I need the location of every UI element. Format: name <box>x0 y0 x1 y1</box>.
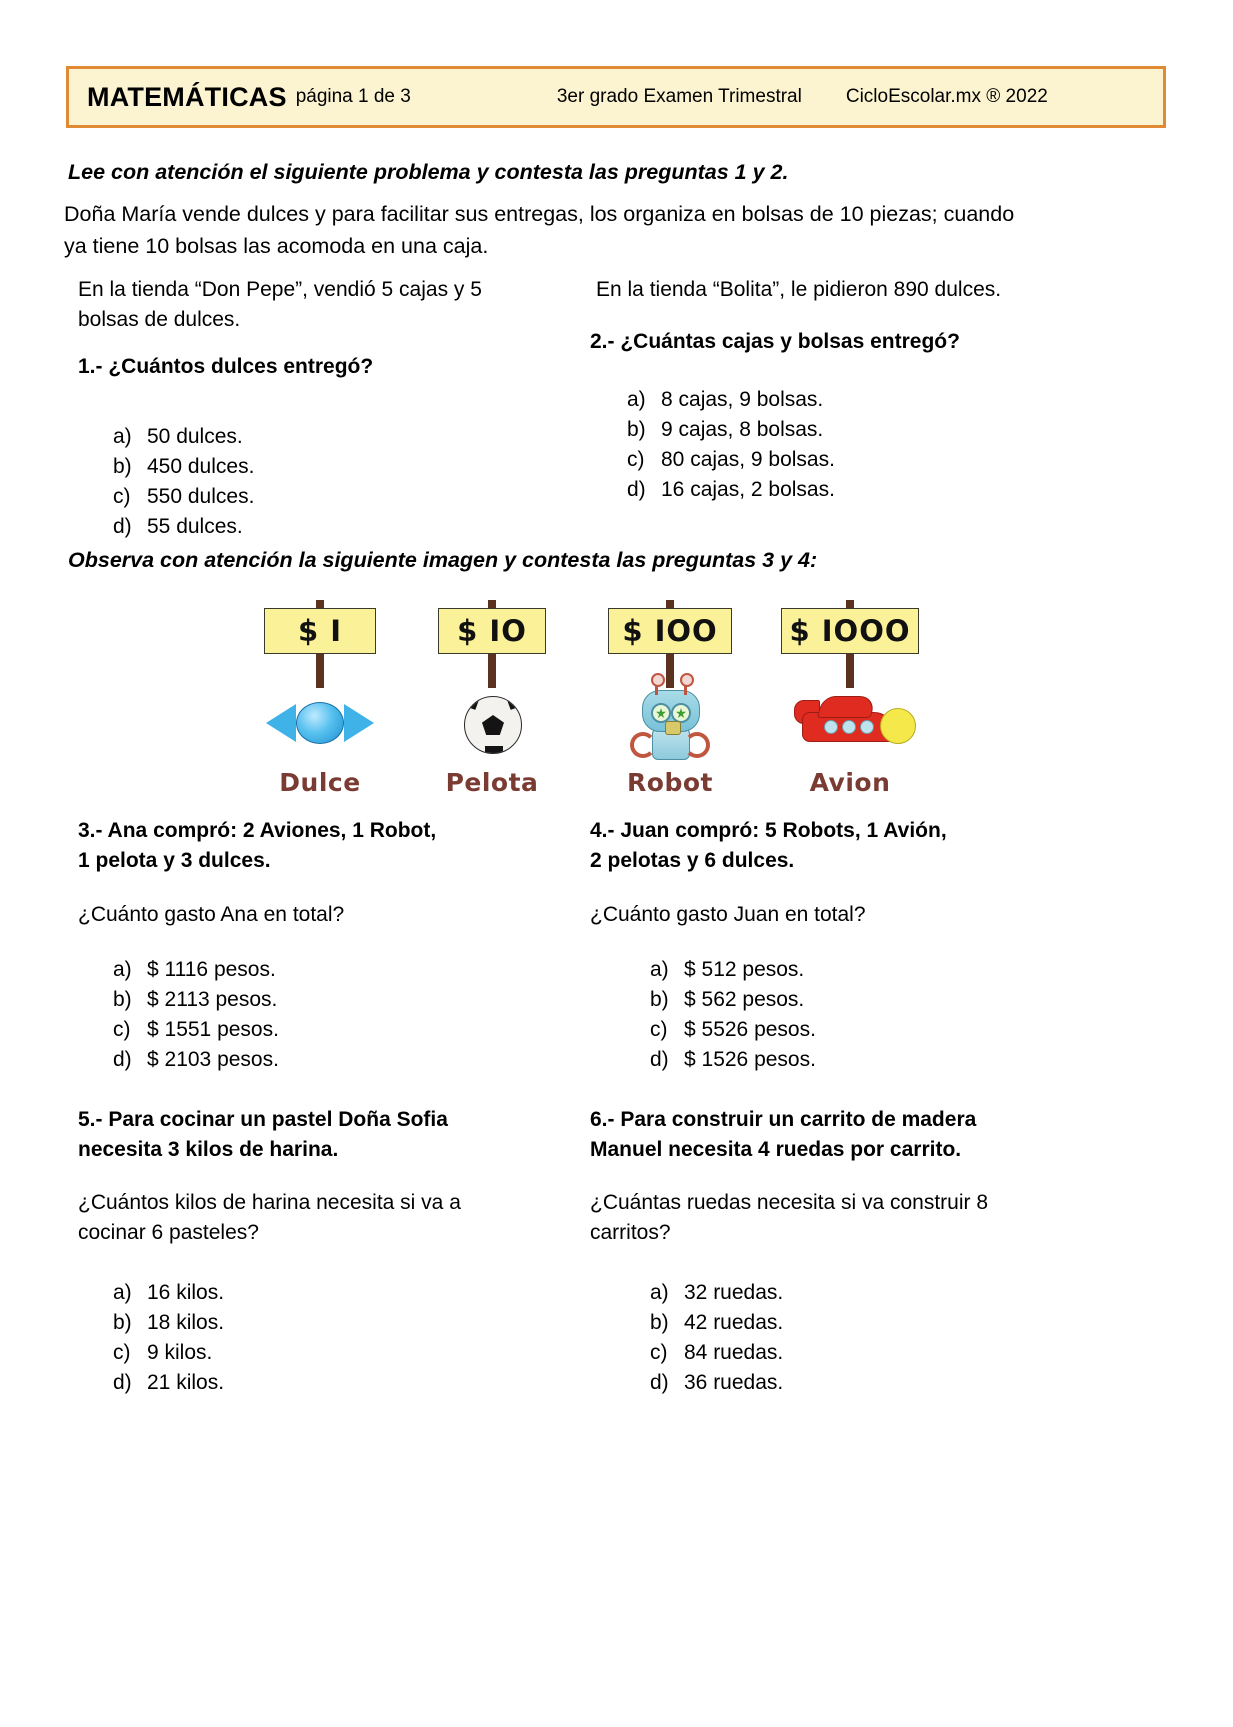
question-1-stem-line-2: bolsas de dulces. <box>78 308 241 331</box>
option-letter: a) <box>113 1281 132 1304</box>
question-4-options <box>650 955 816 1075</box>
option-letter: b) <box>650 988 669 1011</box>
question-1-stem-line-1: En la tienda “Don Pepe”, vendió 5 cajas y 5 <box>78 278 482 301</box>
option-letter: c) <box>113 485 131 508</box>
question-6-title-line-2: Manuel necesita 4 ruedas por carrito. <box>590 1138 962 1161</box>
price-tag-text: $ I <box>297 613 343 648</box>
question-5-option-d[interactable] <box>113 1368 224 1398</box>
question-5-stem-line-1: ¿Cuántos kilos de harina necesita si va a <box>78 1191 461 1214</box>
question-6-stem-line-1: ¿Cuántas ruedas necesita si va construir 8 <box>590 1191 989 1214</box>
price-tag <box>608 608 732 654</box>
question-2-option-c[interactable] <box>627 445 835 475</box>
subject-title: MATEMÁTICAS <box>87 81 287 112</box>
question-5-option-c[interactable] <box>113 1338 224 1368</box>
option-text: 18 kilos. <box>147 1311 225 1334</box>
instruction-second: Observa con atención la siguiente imagen y contesta las preguntas 3 y 4: <box>68 548 818 572</box>
question-5-option-a[interactable] <box>113 1278 224 1308</box>
option-letter: a) <box>650 958 669 981</box>
price-list-figure <box>240 600 940 795</box>
question-6-option-d[interactable] <box>650 1368 783 1398</box>
option-text: $ 1526 pesos. <box>684 1048 816 1071</box>
option-text: 9 cajas, 8 bolsas. <box>661 418 824 441</box>
option-text: 84 ruedas. <box>684 1341 784 1364</box>
option-letter: c) <box>113 1018 131 1041</box>
option-text: 16 cajas, 2 bolsas. <box>661 478 835 501</box>
option-letter: a) <box>113 958 132 981</box>
question-4-option-c[interactable] <box>650 1015 816 1045</box>
question-1-stem <box>78 275 578 335</box>
option-letter: c) <box>650 1018 668 1041</box>
option-text: 55 dulces. <box>147 515 243 538</box>
question-5-stem-line-2: cocinar 6 pasteles? <box>78 1221 259 1244</box>
instruction-first: Lee con atención el siguiente problema y contesta las preguntas 1 y 2. <box>68 160 789 184</box>
option-letter: d) <box>627 478 646 501</box>
question-1-option-b[interactable] <box>113 452 254 482</box>
question-1-option-d[interactable] <box>113 512 254 542</box>
option-text: $ 5526 pesos. <box>684 1018 816 1041</box>
intro-paragraph-line-2: ya tiene 10 bolsas las acomoda en una caja. <box>64 234 489 258</box>
price-item-avion <box>770 600 930 795</box>
option-letter: b) <box>113 455 132 478</box>
price-tag-text: $ IOOO <box>789 613 911 648</box>
intro-paragraph-line-1: Doña María vende dulces y para facilitar sus entregas, los organiza en bolsas de 10 piezas; cuando <box>64 202 1015 226</box>
question-6-title <box>590 1105 1120 1165</box>
question-2-option-d[interactable] <box>627 475 835 505</box>
price-tag-text: $ IOO <box>622 613 718 648</box>
robot-icon <box>610 686 730 764</box>
question-3-stem: ¿Cuánto gasto Ana en total? <box>78 903 345 926</box>
question-3-option-a[interactable] <box>113 955 279 985</box>
question-2-title: 2.- ¿Cuántas cajas y bolsas entregó? <box>590 330 960 353</box>
option-text: 21 kilos. <box>147 1371 225 1394</box>
question-4-title <box>590 816 1110 876</box>
option-text: 16 kilos. <box>147 1281 225 1304</box>
price-item-label: Pelota <box>445 768 539 797</box>
question-2-option-a[interactable] <box>627 385 835 415</box>
option-text: 36 ruedas. <box>684 1371 784 1394</box>
option-text: 550 dulces. <box>147 485 255 508</box>
option-text: 450 dulces. <box>147 455 255 478</box>
question-3-option-c[interactable] <box>113 1015 279 1045</box>
option-letter: c) <box>650 1341 668 1364</box>
option-text: $ 1116 pesos. <box>147 958 276 981</box>
option-letter: b) <box>627 418 646 441</box>
price-item-robot <box>590 600 750 795</box>
question-5-option-b[interactable] <box>113 1308 224 1338</box>
question-4-title-line-1: 4.- Juan compró: 5 Robots, 1 Avión, <box>590 819 947 842</box>
option-letter: d) <box>113 1371 132 1394</box>
price-tag <box>264 608 376 654</box>
option-text: 80 cajas, 9 bolsas. <box>661 448 835 471</box>
price-item-label: Dulce <box>279 768 361 797</box>
option-text: $ 2113 pesos. <box>147 988 278 1011</box>
question-6-options <box>650 1278 783 1398</box>
question-5-title-line-1: 5.- Para cocinar un pastel Doña Sofia <box>78 1108 448 1131</box>
question-6-option-c[interactable] <box>650 1338 783 1368</box>
option-text: 8 cajas, 9 bolsas. <box>661 388 824 411</box>
page-header-banner <box>66 66 1166 128</box>
question-3-options <box>113 955 279 1075</box>
price-item-label: Robot <box>627 768 713 797</box>
option-letter: b) <box>650 1311 669 1334</box>
price-item-dulce <box>240 600 400 795</box>
question-4-option-b[interactable] <box>650 985 816 1015</box>
option-letter: d) <box>113 515 132 538</box>
grade-exam-label: 3er grado Examen Trimestral <box>556 86 802 107</box>
option-text: $ 2103 pesos. <box>147 1048 279 1071</box>
question-3-title <box>78 816 578 876</box>
price-tag <box>781 608 919 654</box>
option-letter: b) <box>113 1311 132 1334</box>
option-letter: a) <box>627 388 646 411</box>
question-5-options <box>113 1278 224 1398</box>
page-indicator: página 1 de 3 <box>295 86 411 107</box>
question-2-option-b[interactable] <box>627 415 835 445</box>
option-letter: d) <box>113 1048 132 1071</box>
option-letter: a) <box>650 1281 669 1304</box>
price-tag <box>438 608 546 654</box>
soccer-ball-icon <box>432 686 552 764</box>
question-2-stem: En la tienda “Bolita”, le pidieron 890 dulces. <box>596 278 1002 301</box>
question-6-option-a[interactable] <box>650 1278 783 1308</box>
question-3-option-b[interactable] <box>113 985 279 1015</box>
question-6-option-b[interactable] <box>650 1308 783 1338</box>
question-1-options <box>113 422 254 542</box>
price-item-pelota <box>412 600 572 795</box>
question-6-stem-line-2: carritos? <box>590 1221 671 1244</box>
question-4-option-d[interactable] <box>650 1045 816 1075</box>
option-text: $ 1551 pesos. <box>147 1018 279 1041</box>
option-text: 32 ruedas. <box>684 1281 784 1304</box>
question-1-option-a[interactable] <box>113 422 254 452</box>
question-5-stem <box>78 1188 588 1248</box>
intro-paragraph <box>64 198 1174 262</box>
option-letter: c) <box>627 448 645 471</box>
question-6-title-line-1: 6.- Para construir un carrito de madera <box>590 1108 977 1131</box>
question-1-title: 1.- ¿Cuántos dulces entregó? <box>78 355 374 378</box>
question-5-title <box>78 1105 588 1165</box>
question-3-title-line-2: 1 pelota y 3 dulces. <box>78 849 271 872</box>
site-copyright: CicloEscolar.mx ® 2022 <box>845 86 1048 107</box>
option-letter: d) <box>650 1048 669 1071</box>
question-3-option-d[interactable] <box>113 1045 279 1075</box>
option-text: 9 kilos. <box>147 1341 213 1364</box>
option-text: $ 562 pesos. <box>684 988 805 1011</box>
question-6-stem <box>590 1188 1130 1248</box>
candy-icon <box>260 686 380 764</box>
option-letter: d) <box>650 1371 669 1394</box>
question-4-title-line-2: 2 pelotas y 6 dulces. <box>590 849 795 872</box>
price-tag-text: $ IO <box>457 613 527 648</box>
question-5-title-line-2: necesita 3 kilos de harina. <box>78 1138 339 1161</box>
price-item-label: Avion <box>809 768 891 797</box>
option-letter: c) <box>113 1341 131 1364</box>
option-text: 42 ruedas. <box>684 1311 784 1334</box>
option-letter: b) <box>113 988 132 1011</box>
airplane-icon <box>790 686 910 764</box>
question-1-option-c[interactable] <box>113 482 254 512</box>
option-text: $ 512 pesos. <box>684 958 805 981</box>
question-4-stem: ¿Cuánto gasto Juan en total? <box>590 903 866 926</box>
question-3-title-line-1: 3.- Ana compró: 2 Aviones, 1 Robot, <box>78 819 437 842</box>
option-letter: a) <box>113 425 132 448</box>
option-text: 50 dulces. <box>147 425 243 448</box>
question-2-options <box>627 385 835 505</box>
question-4-option-a[interactable] <box>650 955 816 985</box>
